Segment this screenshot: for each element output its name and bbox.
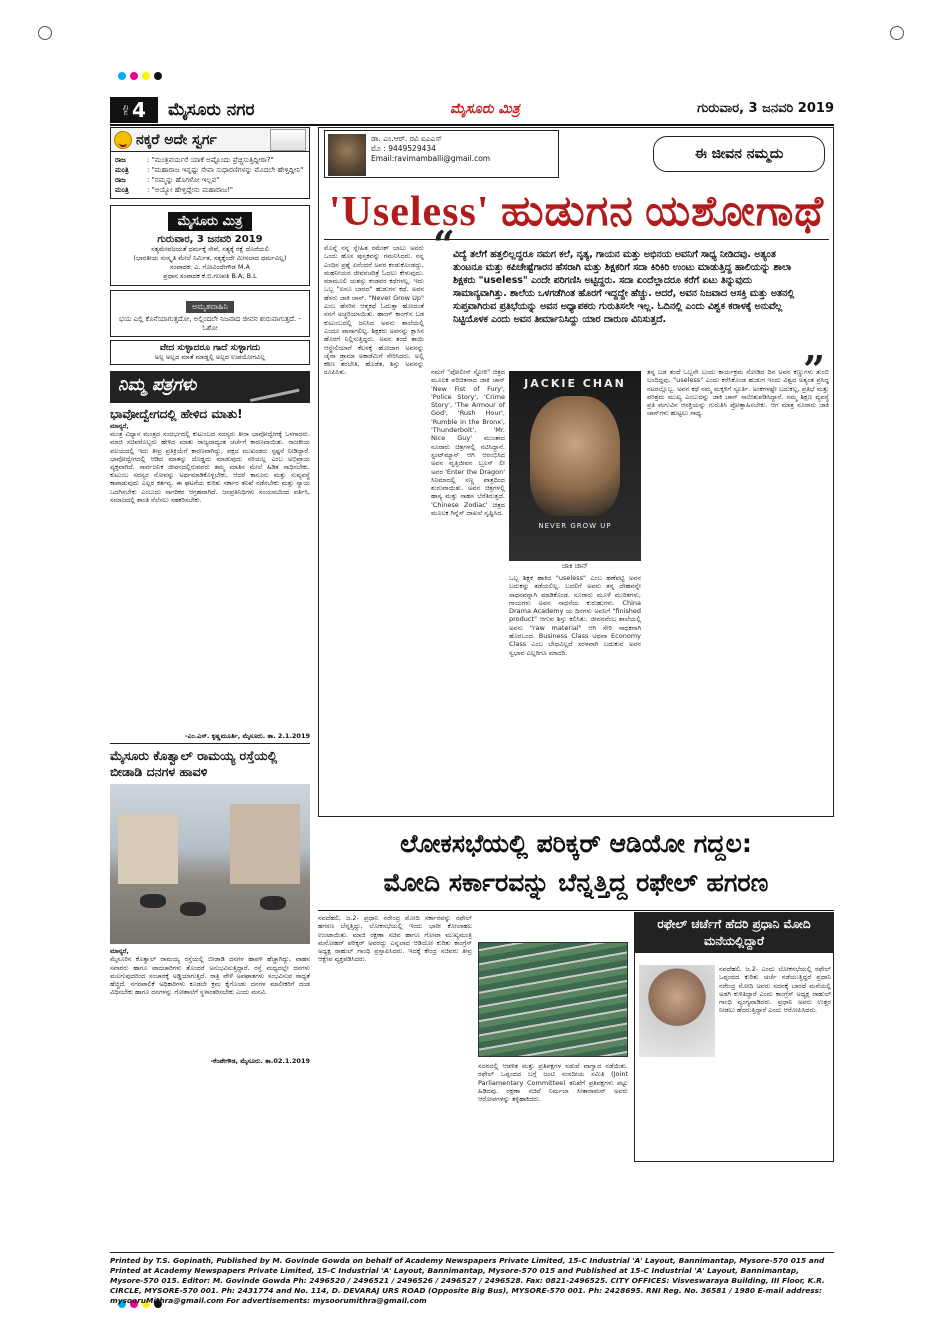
open-quote-icon: “ bbox=[433, 222, 455, 267]
imprint-footer: Printed by T.S. Gopinath, Published by M. Govinde Gowda on behalf of Academy Newspapers Private Limited, 15-C Industrial 'A' Layout, Bannimantap, Mysore-570 015 and Printed at Academy Newspapers Private Limited, 15-C Industrial 'A' Layout, Bannimantap, Mysore-570 015 and Published at 15-C Industrial 'A' Layout, Bannimantap, Mysore-570 015. Editor: M. Govinde Gowda Ph: 2496520 / 2496521 / 2496526 / 2496527 / 2496528. Fax: 0821-2496525. CITY OFFICES: Visveswaraya Building, III Floor, K.R. CIRCLE, MYSORE-570 001. Ph: 2431774 and No. 114, D. DEVARAJ URS ROAD (Opposite Big Bus), MYSORE-570 001. Ph: 2428695. RNI Reg. No. 36581 / 1980 E-mail address: mysooruMithra@gmail.com For advertisements: mysoorumithra@gmail.com bbox=[110, 1252, 834, 1292]
letters-banner bbox=[110, 371, 310, 403]
nakkare-box bbox=[110, 127, 310, 199]
side-story-body: ನವದೆಹಲಿ, ಜ.2- ಎಂದು ಲೋಕಸಭೆಯಲ್ಲಿ ರಫೇಲ್ ಒಪ್ಪಂದದ ಕುರಿತು ಚರ್ಚೆ ನಡೆಯುತ್ತಿದ್ದರೆ ಪ್ರಧಾನಿ ನರೇಂದ್ರ ಮೋದಿ ಅವರು ಸದನಕ್ಕೆ ಬಾರದೆ ಮನೆಯಲ್ಲಿ ಅಡಗಿ ಕುಳಿತಿದ್ದಾರೆ ಎಂದು ಕಾಂಗ್ರೆಸ್ ಅಧ್ಯಕ್ಷ ರಾಹುಲ್ ಗಾಂಧಿ ವ್ಯಂಗ್ಯವಾಡಿದರು. ಪ್ರಧಾನಿ ಅವರು ಉತ್ತರ ನೀಡಲು ಹೆದರುತ್ತಿದ್ದಾರೆ ಎಂದು ಆರೋಪಿಸಿದರು. bbox=[719, 965, 831, 1015]
pull-quote-text: ವಿದ್ಯೆ ತಲೆಗೆ ಹತ್ತಲಿಲ್ಲದ್ದರೂ ನಮಗ ಕಲೆ, ನೃತ್ಯ, ಗಾಯನ ಮತ್ತು ಅಭಿನಯ ಅವನಿಗೆ ಸಾಧ್ಯ ನೀಡಿದವು. ಅತ್ಯಂತ ತುಂಟನೂ ಮತ್ತು ಕಪಿಚೇಷ್ಟೆಗಾರನ ಹೆಸರಾಗಿ ಮತ್ತು ಶಿಕ್ಷಕರಿಗೆ ಸದಾ ಕಿರಿಕಿರಿ ಉಂಟು ಮಾಡುತ್ತಿದ್ದ ಹಾಲಿಯನ್ನು ಶಾಲಾ ಶಿಕ್ಷಕರು "useless" ಎಂದೇ ಪರಿಗಣಿಸಿ ಅಟ್ಟಿದ್ದರು. ಸದಾ ಏಂದೆಲ್ಲಾದರೂ ಕರೆಗೆ ಏಟು ತಿನ್ನುವುದು ಸಾಮಾನ್ಯವಾಗಿತ್ತು. ಶಾಲೆಯ ಒಳಗಡೆಗಿಂತ ಹೊರಗೆ ಇದ್ದದ್ದೇ ಹೆಚ್ಚು. ಆದರೆ, ಅವನ ನಿಜವಾದ ಆಸಕ್ತಿ ಮತ್ತು ಅತನಲ್ಲಿ ಸುಪ್ತವಾಗಿರುವ ಪ್ರತಿಭೆಯನ್ನು ಅವನ ಅಧ್ಯಾಪಕರು ಗುರುತಿಸಲೇ ಇಲ್ಲ. ಓದಿನಲ್ಲಿ ಎಂದು ವಿಶ್ವಕ ಕರಾಳಕ್ಕೆ ಅನುವೆಲ್ಲ ನಿಟ್ಟಿಯೊಳಕ ಎಂದು ಅವನ ತೀರ್ಮಾನಿಸಿದ್ದು ಯಾರ ದಾರುಣ ವಿನಿಸುತ್ತದೆ. bbox=[453, 249, 795, 325]
book-title: JACKIE CHAN bbox=[524, 377, 626, 390]
letter1-body: ಮಂತ್ರ ವಿಧ್ಯಾನ ಮಂತ್ರದ ಸಂದರ್ಭದಲ್ಲಿ ಕುಟುಂಬದ ಸದಸ್ಯರು ತೀರಾ ಭಾವೋದ್ವೇಗಕ್ಕೆ ಒಳಗಾದರು. ಮಾಜಿ ಸಚಿವರೊಬ್ಬರು ಹೇಳಿದ ಮಾತು ರಾಜ್ಯದಾದ್ಯಂತ ಚರ್ಚೆಗೆ ಕಾರಣವಾಯಿತು. ರಾಜಕೀಯ ವಲಯದಲ್ಲಿ ಇದು ತೀವ್ರ ಪ್ರತಿಕ್ರಿಯೆಗೆ ಕಾರಣವಾಗಿದ್ದು, ಪಕ್ಷದ ಮುಖಂಡರು ಸ್ಪಷ್ಟನೆ ನೀಡಿದ್ದಾರೆ. ಭಾವೋದ್ವೇಗದಲ್ಲಿ ಆಡಿದ ಮಾತನ್ನು ದೊಡ್ಡದು ಮಾಡುವುದು ಸರಿಯಲ್ಲ ಎಂಬ ಅಭಿಪ್ರಾಯ ವ್ಯಕ್ತವಾಗಿದೆ. ಸಾರ್ವಜನಿಕ ಜೀವನದಲ್ಲಿರುವವರು ತಮ್ಮ ಮಾತಿನ ಮೇಲೆ ಹಿಡಿತ ಸಾಧಿಸಬೇಕು. ಕುಟುಂಬ ಸದಸ್ಯರ ನೋವನ್ನು ಅರ್ಥಮಾಡಿಕೊಳ್ಳಬೇಕು, ಆದರೆ ಕಾನೂನು ಮತ್ತು ಸುವ್ಯವಸ್ಥೆ ಕಾಪಾಡುವುದು ಎಲ್ಲರ ಕರ್ತವ್ಯ. ಈ ಘಟನೆಯ ಕುರಿತು ಸರ್ಕಾರ ತನಿಖೆ ನಡೆಸಬೇಕು ಮತ್ತು ನ್ಯಾಯ ಒದಗಿಸಬೇಕು ಎಂಬುದು ನಾಗರಿಕರ ಆಗ್ರಹವಾಗಿದೆ. ಜನಪ್ರತಿನಿಧಿಗಳು ಸಂಯಮದಿಂದ ವರ್ತಿಸಿ, ಸಮಾಜದಲ್ಲಿ ಶಾಂತಿ ನೆಲೆಸಲು ಸಹಕರಿಸಬೇಕು. bbox=[110, 430, 310, 504]
nakkare-title: ನಕ್ಕರೆ ಅದೇ ಸ್ವರ್ಗ bbox=[136, 131, 217, 148]
page-number: 4 bbox=[132, 98, 146, 122]
pen-icon bbox=[246, 372, 299, 402]
amrita-text: ಭಯ ಎಲ್ಲಿ ಕೊನೆಯಾಗುತ್ತದೋ, ಅಲ್ಲಿಂದಲೇ ನಿಜವಾದ ಜೀವನ ಶುರುವಾಗುತ್ತದೆ. - ಓಶೋ bbox=[119, 315, 301, 332]
lower-headline-line2: ಮೋದಿ ಸರ್ಕಾರವನ್ನು ಬೆನ್ನತ್ತಿದ್ದ ರಫೇಲ್ ಹಗರಣ bbox=[383, 868, 769, 897]
parliament-photo bbox=[478, 942, 628, 1057]
left-column bbox=[110, 127, 310, 1068]
lower-column-2: ಸದನದಲ್ಲಿ ಆಡಳಿತ ಮತ್ತು ಪ್ರತಿಪಕ್ಷಗಳ ನಡುವೆ ವಾಗ್ವಾದ ನಡೆಯಿತು. ರಫೇಲ್ ಒಪ್ಪಂದದ ಬಗ್ಗೆ ಜಂಟಿ ಸಂಸದೀಯ ಸಮಿತಿ (Joint Parliamentary Committee) ತನಿಖೆಗೆ ಪ್ರತಿಪಕ್ಷಗಳು ಪಟ್ಟು ಹಿಡಿದವು. ರಕ್ಷಣಾ ಸಚಿವೆ ನಿರ್ಮಲಾ ಸೀತಾರಾಮನ್ ಅವರು ಆರೋಪಗಳನ್ನು ತಳ್ಳಿಹಾಕಿದರು. bbox=[478, 1062, 628, 1104]
article-column-1: ಮೊನ್ನೆ ನನ್ನ ಸ್ನೇಹಿತ ರಮೇಶ್ ಬಾಬು ಅವರು ಒಂದು ಹೊಸ ಪುಸ್ತಕವನ್ನು ಗಮನಿಸಿದರು. ನನ್ನ ಎಂದಿನ ಪ್ರಶ್ನೆ ಏನೆಂದರೆ ಅವರ ಕಂಡುಕೊಂಡದ್ದು, ಮಹನೀಯರ ಜೀವನಚರಿತ್ರೆ ಓದಲು ಕೇಳುವುದು. ಮಾಮೂಲಿ ಯಶಸ್ಸು ಕಂಡವರ ಕಥೆಗಳಲ್ಲ. ಇದು ಒಬ್ಬ "ಏನೂ ಬಾರದ" ಹುಡುಗನ ಕಥೆ. ಅವನ ಹೆಸರು ಜಾಕಿ ಚಾನ್. "Never Grow Up" ಎಂಬ ಹೆಸರಿನ ಆತ್ಮಕಥೆ ಓದುತ್ತಾ ಹೋದಂತೆ ನನಗೆ ಅಚ್ಚರಿಯಾಯಿತು. ಹಾಂಗ್ ಕಾಂಗ್‌ನ ಬಡ ಕುಟುಂಬದಲ್ಲಿ ಜನಿಸಿದ ಅವನು ಶಾಲೆಯಲ್ಲಿ ಎಂದೂ ಪಾಸಾಗಲಿಲ್ಲ. ಶಿಕ್ಷಕರು ಅವನನ್ನು ಕ್ಲಾಸಿನ ಹೊರಗೆ ನಿಲ್ಲಿಸುತ್ತಿದ್ದರು. ಅವನ ತಂದೆ ತಾಯಿ ಆಸ್ಟ್ರೇಲಿಯಾಗೆ ಕೆಲಸಕ್ಕೆ ಹೋದಾಗ ಅವನನ್ನು ಚೈನಾ ಡ್ರಾಮಾ ಅಕಾಡೆಮಿಗೆ ಸೇರಿಸಿದರು. ಅಲ್ಲಿ ಕಠಿಣ ತರಬೇತಿ, ಹೊಡೆತ, ಶಿಸ್ತು ಅವನನ್ನು ರೂಪಿಸಿತು. bbox=[324, 244, 424, 377]
paper-publisher: ಪ್ರಧಾನ ಸಂಪಾದಕ ಕೆ.ಬಿ.ಗಣಪತಿ B.A; B.L bbox=[163, 272, 257, 280]
letter2-signature: -ಕೆಂಪೇಗೌಡ, ಮೈಸೂರು. ತಾ.02.1.2019 bbox=[210, 1057, 310, 1066]
registration-mark bbox=[890, 26, 904, 40]
paper-editor: ಸಂಪಾದಕ: ಎ. ಗೋವಿಂದೇಗೌಡ M.A bbox=[170, 263, 250, 271]
cartoon-figure-icon bbox=[270, 129, 306, 151]
dialog-line: : "ಅಯ್ಯೋ ಹೇಳ್ತಿದ್ದೇನು ಮಹಾರಾಜ!" bbox=[147, 186, 233, 194]
amrita-box bbox=[110, 290, 310, 337]
divider bbox=[110, 743, 310, 744]
nakkare-dialog bbox=[111, 152, 309, 198]
paper-tagline: ಸತ್ಯಮೇವಜಯತೆ ಧರ್ಮಕ್ಕೆ ಸೇವೆ, ಸತ್ಯಕ್ಕೆ ರಕ್ಷೆ ದೊರೆಯಲಿ bbox=[151, 245, 269, 253]
series-tag: ಈ ಜೀವನ ನಮ್ಮದು bbox=[653, 136, 825, 172]
street-cattle-photo bbox=[110, 784, 310, 944]
speaker: ರಾಜ bbox=[115, 176, 126, 184]
author-photo bbox=[328, 134, 366, 176]
speaker: ರಾಜ bbox=[115, 156, 126, 164]
paper-date: ಗುರುವಾರ, 3 ಜನವರಿ 2019 bbox=[157, 234, 263, 245]
article-column-2: ನಮಗೆ "ಪೋಲೀಸ್ ಸ್ಟೋರಿ" ಚಿತ್ರದ ಮೂಲಕ ಪರಿಚಿತನಾದ ಜಾಕಿ ಚಾನ್ 'New Fist of Fury', 'Police Story', 'Crime Story', 'The Armour of God', 'Rush Hour', 'Rumble in the Bronx', 'Thunderbolt', 'Mr. Nice Guy' ಮುಂತಾದ ನೂರಾರು ಚಿತ್ರಗಳಲ್ಲಿ ನಟಿಸಿದ್ದಾನೆ. ಸ್ಟಂಟ್‌ಮ್ಯಾನ್ ಆಗಿ ಆರಂಭಿಸಿದ ಅವನ ವೃತ್ತಿಜೀವನ ಬ್ರೂಸ್ ಲೀ ಅವರ 'Enter the Dragon' ಸಿನಿಮಾದಲ್ಲಿ ಸಣ್ಣ ಪಾತ್ರದಿಂದ ಶುರುವಾಯಿತು. ಅವನ ಚಿತ್ರಗಳಲ್ಲಿ ಹಾಸ್ಯ ಮತ್ತು ಸಾಹಸ ಬೆರೆತಿರುತ್ತದೆ. 'Chinese Zodiac' ಚಿತ್ರದ ಮೂಲಕ ಗಿನ್ನೆಸ್ ದಾಖಲೆ ಸೃಷ್ಟಿಸಿದ. bbox=[431, 368, 505, 518]
veda-heading: ವೇದ ಸುಳ್ಳಾದರೂ ಗಾದೆ ಸುಳ್ಳಾಗದು bbox=[159, 343, 261, 353]
dialog-line: : "ಮಂತ್ರಿವರ್ಯರೆ ಯಾಕೆ ಅಷ್ಟೊಂದು ಪ್ರೆಚ್ಚಿಸುತ್ತಿದ್ದೀರಾ?" bbox=[147, 156, 274, 164]
side-story-box bbox=[634, 912, 834, 1162]
rahul-photo bbox=[639, 965, 715, 1057]
section-name: ಮೈಸೂರು ನಗರ bbox=[168, 100, 255, 120]
lower-headline-line1: ಲೋಕಸಭೆಯಲ್ಲಿ ಪರಿಕ್ಕರ್ ಆಡಿಯೋ ಗದ್ದಲ: bbox=[400, 829, 752, 858]
author-name: ಡಾ. ಎಂ.ಆರ್. ರವಿ ಐಎಎಸ್ bbox=[371, 134, 442, 143]
color-dots bbox=[118, 72, 162, 80]
veda-text: ಅಲ್ಪ ಅಲ್ಲದ ಮಾತೆ ಮಾಡ್ದಲ್ಲಿ ಅಲ್ಪದ ಉಪಯೋಗವಿಲ್ಲ bbox=[154, 353, 266, 361]
letter1-signature: -ಎಂ.ಎಸ್. ಕೃಷ್ಣಮೂರ್ತಿ, ಮೈಸೂರು. ತಾ. 2.1.2019 bbox=[184, 732, 310, 741]
article-column-3: ಒಬ್ಬ ಶಿಕ್ಷಕ ಹಾಕಿದ "useless" ಎಂಬ ಹಣೆಪಟ್ಟಿ ಅವನ ಬದುಕನ್ನು ತಡೆಯಲಿಲ್ಲ. ಬದಲಿಗೆ ಅವನು ತನ್ನ ದೇಹವನ್ನೇ ಸಾಧನವನ್ನಾಗಿ ಮಾಡಿಕೊಂಡ. ನೂರಾರು ಮೂಳೆ ಮುರಿತಗಳು, ಗಾಯಗಳು ಅವನ ಸಾಧನೆಯ ಕುರುಹುಗಳು. China Drama Academy ಯ ದಿನಗಳು ಅವನಿಗೆ "finished product" ಆಗುವ ಶಿಸ್ತು ಕಲಿಸಿತು. ಜೀವನವೆಂಬ ಶಾಲೆಯಲ್ಲಿ ಅವನು "raw material" ಆಗಿ ಸೇರಿ ಸಾಧಕನಾಗಿ ಹೊರಬಂದ. Business Class ಅಥವಾ Economy Class ಎಂಬ ಬೇಧವಿಲ್ಲದೆ ಸರಳವಾಗಿ ಬದುಕುವ ಅವನ ಸ್ವಭಾವ ಎಲ್ಲರಿಗೂ ಮಾದರಿ. bbox=[509, 574, 641, 657]
close-quote-icon: ” bbox=[803, 347, 825, 392]
letters-title: ನಿಮ್ಮ ಪತ್ರಗಳು bbox=[118, 375, 197, 395]
letter1-heading: ಭಾವೋದ್ವೇಗದಲ್ಲಿ ಹೇಳಿದ ಮಾತು! bbox=[110, 407, 243, 421]
book-cover-portrait bbox=[530, 396, 620, 516]
paper-logo: ಮೈಸೂರು ಮಿತ್ರ bbox=[450, 101, 520, 117]
letter2-body: ಮೈಸೂರಿನ ಕೊತ್ವಾಲ್ ರಾಮಯ್ಯ ರಸ್ತೆಯಲ್ಲಿ ಬೀಡಾಡಿ ದನಗಳ ಹಾವಳಿ ಹೆಚ್ಚಾಗಿದ್ದು, ವಾಹನ ಸವಾರರು ಹಾಗೂ ಪಾದಚಾರಿಗಳು ತೊಂದರೆ ಅನುಭವಿಸುತ್ತಿದ್ದಾರೆ. ರಸ್ತೆ ಮಧ್ಯದಲ್ಲೇ ದನಗಳು ಮಲಗುವುದರಿಂದ ಸಂಚಾರಕ್ಕೆ ಅಡ್ಡಿಯಾಗುತ್ತಿದೆ. ರಾತ್ರಿ ವೇಳೆ ಅಪಘಾತಗಳು ಸಂಭವಿಸುವ ಸಾಧ್ಯತೆ ಹೆಚ್ಚಿದೆ. ನಗರಪಾಲಿಕೆ ಅಧಿಕಾರಿಗಳು ಕೂಡಲೇ ಕ್ರಮ ಕೈಗೊಂಡು ದನಗಳ ಮಾಲೀಕರಿಗೆ ದಂಡ ವಿಧಿಸಬೇಕು ಹಾಗೂ ದನಗಳನ್ನು ಗೋಶಾಲೆಗೆ ಸ್ಥಳಾಂತರಿಸಬೇಕು ಎಂದು ಮನವಿ. bbox=[110, 955, 310, 997]
lower-column-1: ನವದೆಹಲಿ, ಜ.2- ಪ್ರಧಾನಿ ನರೇಂದ್ರ ಮೋದಿ ಸರ್ಕಾರವನ್ನು ರಫೇಲ್ ಹಗರಣ ಬೆನ್ನತ್ತಿದ್ದು, ಲೋಕಸಭೆಯಲ್ಲಿ ಇಂದು ಭಾರೀ ಕೋಲಾಹಲ ಉಂಟಾಯಿತು. ಮಾಜಿ ರಕ್ಷಣಾ ಸಚಿವ ಹಾಗೂ ಗೋವಾ ಮುಖ್ಯಮಂತ್ರಿ ಮನೋಹರ್ ಪರಿಕ್ಕರ್ ಅವರದ್ದು ಎನ್ನಲಾದ ಆಡಿಯೋ ಕುರಿತು ಕಾಂಗ್ರೆಸ್ ಅಧ್ಯಕ್ಷ ರಾಹುಲ್ ಗಾಂಧಿ ಪ್ರಸ್ತಾಪಿಸಿದರು. ಇದಕ್ಕೆ ಕೇಂದ್ರ ಸಚಿವರು ತೀವ್ರ ಆಕ್ಷೇಪ ವ್ಯಕ್ತಪಡಿಸಿದರು. bbox=[318, 914, 472, 964]
letter2-heading: ಮೈಸೂರು ಕೊತ್ವಾಲ್ ರಾಮಯ್ಯ ರಸ್ತೆಯಲ್ಲಿ ಬೀಡಾಡಿ ದನಗಳ ಹಾವಳಿ bbox=[110, 748, 278, 780]
author-email: Email:ravimamballi@gmail.com bbox=[371, 154, 491, 163]
dialog-line: : "ನಮ್ಮನ್ನು ಹೊಗಳೋ ಇಲ್ಲವ" bbox=[147, 176, 220, 184]
lower-headline bbox=[318, 825, 834, 910]
author-phone: ಮೊ : 9449529434 bbox=[371, 144, 436, 153]
page-number-badge bbox=[110, 97, 158, 123]
masthead-rule bbox=[110, 124, 834, 126]
paper-info-box bbox=[110, 205, 310, 286]
article-column-4: ತನ್ನ ಬಡ ತಂದೆ ಒಬ್ಬನೇ ಬಂದು ಕಾರ್ಯಕ್ರಮ ನೋಡಿದ ದಿನ ಅವನ ಕಣ್ಣುಗಳು ತುಂಬಿ ಬಂದಿದ್ದವು. "useless" ಎಂದು ಕರೆಸಿಕೊಂಡ ಹುಡುಗ ಇಂದು ವಿಶ್ವದ ಅತ್ಯಂತ ಪ್ರಸಿದ್ಧ ನಟರಲ್ಲೊಬ್ಬ. ಅವನ ಕಥೆ ನಮ್ಮ ಮಕ್ಕಳಿಗೆ ಸ್ಫೂರ್ತಿ. ಅಂಕಗಳಷ್ಟೇ ಬದುಕಲ್ಲ, ಪ್ರತಿಭೆ ಮತ್ತು ಪರಿಶ್ರಮ ಮುಖ್ಯ ಎಂಬುದನ್ನು ಜಾಕಿ ಚಾನ್ ಸಾಬೀತುಪಡಿಸಿದ್ದಾನೆ. ನಮ್ಮ ಶಿಕ್ಷಣ ವ್ಯವಸ್ಥೆ ಪ್ರತಿ ಮಗುವಿನ ಆಸಕ್ತಿಯನ್ನು ಗುರುತಿಸಿ ಪ್ರೋತ್ಸಾಹಿಸಬೇಕು. ಆಗ ಮಾತ್ರ ನೂರಾರು ಜಾಕಿ ಚಾನ್‌ಗಳು ಹುಟ್ಟಲು ಸಾಧ್ಯ. bbox=[647, 368, 829, 418]
book-cover-image bbox=[509, 371, 641, 561]
side-story-heading: ರಫೇಲ್ ಚರ್ಚೆಗೆ ಹೆದರಿ ಪ್ರಧಾನಿ ಮೋದಿ ಮನೆಯಲ್ಲಿದ್ದಾರೆ bbox=[635, 913, 833, 953]
paper-subline: (ಭಾರತೀಯ ಸಂಸ್ಕೃತಿ ಮೇಲೆ ನಿರ್ಮಿತ, ಸತ್ಯಕ್ಕೆಂದೇ ಮೀಸಲಾದ ಧರ್ಮವಿಲ್ಲ) bbox=[133, 254, 287, 262]
paper-name: ಮೈಸೂರು ಮಿತ್ರ bbox=[168, 212, 253, 231]
veda-box bbox=[110, 340, 310, 365]
letter2-salutation: ಮಾನ್ಯರೆ, bbox=[110, 947, 129, 956]
author-box bbox=[324, 130, 559, 178]
dialog-line: : "ಮಹಾರಾಜ ಇನ್ನಷ್ಟು ಸೇವಾ ಸುಧಾರಣಿಗಳನ್ನು ಮೊದಲೇ ಹೇಳ್ತಿದ್ದೀನಿ" bbox=[147, 166, 304, 174]
book-subtitle: NEVER GROW UP bbox=[538, 522, 612, 530]
feature-headline: 'Useless' ಹುಡುಗನ ಯಶೋಗಾಥೆ bbox=[324, 184, 829, 240]
amrita-heading: ಅಮೃತವಾಹಿನಿ bbox=[186, 301, 234, 313]
book-caption: ಜಾಕಿ ಚಾನ್ bbox=[561, 562, 589, 570]
masthead bbox=[110, 97, 834, 123]
smiley-icon bbox=[114, 131, 132, 149]
lower-rule bbox=[318, 910, 834, 911]
issue-date: ಗುರುವಾರ, 3 ಜನವರಿ 2019 bbox=[697, 101, 834, 116]
letter1-salutation: ಮಾನ್ಯರೆ, bbox=[110, 422, 129, 430]
feature-article bbox=[318, 127, 834, 817]
speaker: ಮಂತ್ರಿ bbox=[115, 186, 129, 194]
page-label: ಪುಟ bbox=[122, 104, 131, 116]
registration-mark bbox=[38, 26, 52, 40]
speaker: ಮಂತ್ರಿ bbox=[115, 166, 129, 174]
